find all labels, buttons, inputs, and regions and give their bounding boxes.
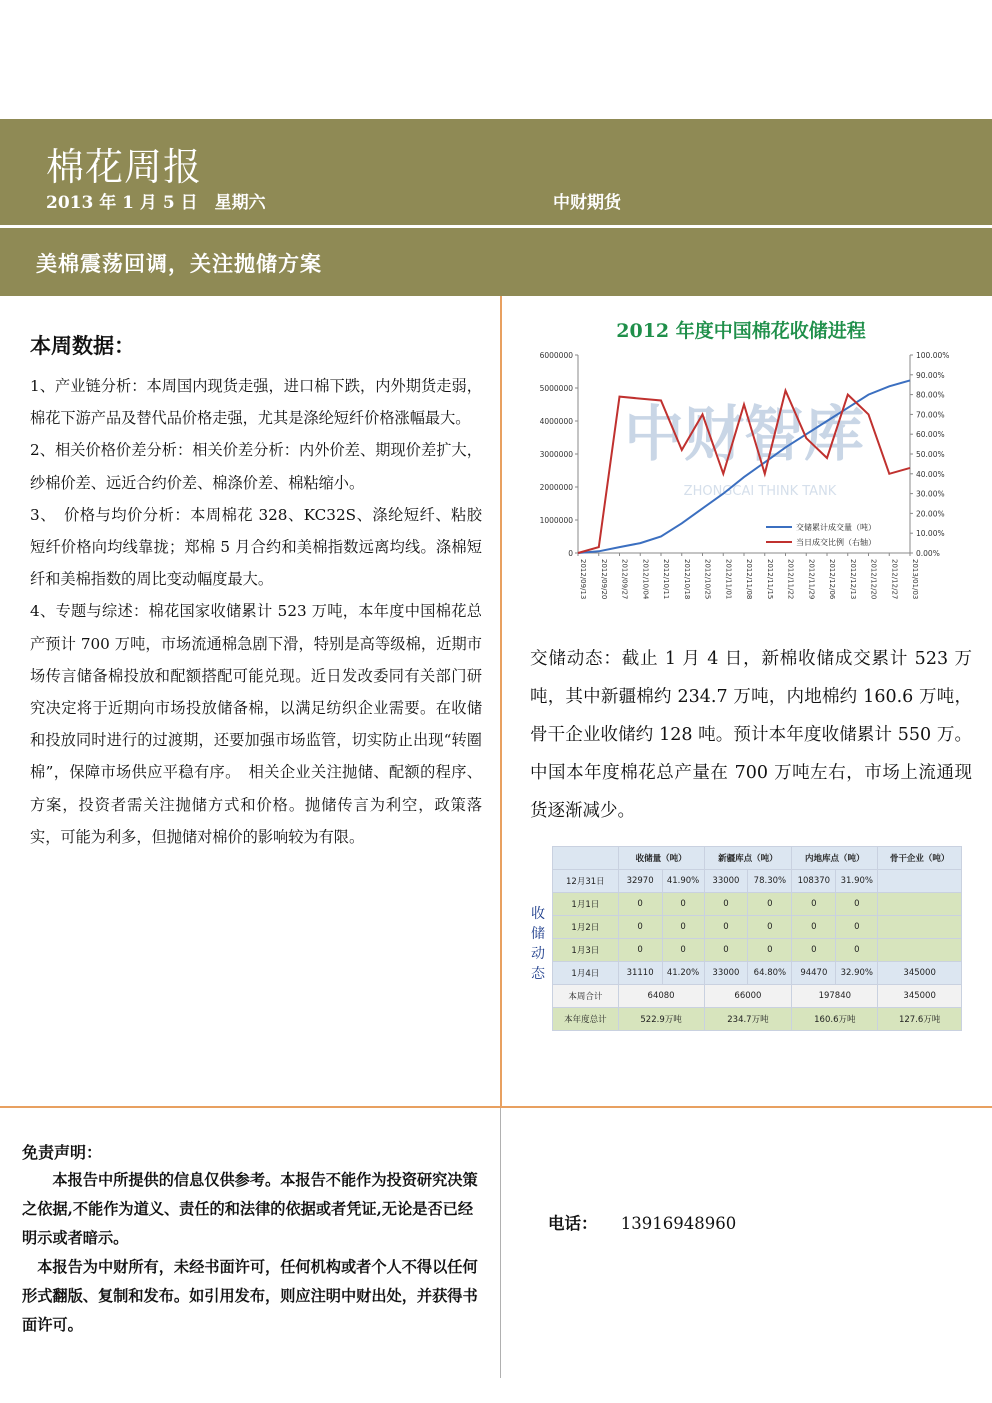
paragraph-2: 2、相关价格价差分析：相关价差分析：内外价差、期现价差扩大，纱棉价差、远近合约价差、棉涤价差、棉粘缩小。 <box>30 441 482 492</box>
y-left-tick-label: 4000000 <box>539 417 573 426</box>
table-cell: 0 <box>836 893 878 916</box>
paragraph-4: 4、专题与综述：棉花国家收储累计 523 万吨，本年度中国棉花总产预计 700 万吨，市场流通棉急剧下滑，特别是高等级棉，近期市场传言储备棉投放和配额搭配可能兑现。近日发改委同有关部门研究决定将于近期向市场投放储备棉，以满足纺织企业需要。在收储和投放同时进行的过渡期，还要加强市场监管，切实防止出现“转圈棉”，保障市场供应平稳有序。 相关企业关注抛储、配额的程序、方案，投资者需关注抛储方式和价格。抛储传言为利空，政策落实，可能为利多，但抛储对棉价的影响较为有限。 <box>30 602 482 846</box>
disclaimer-paragraph-1: 本报告中所提供的信息仅供参考。本报告不能作为投资研究决策之依据,不能作为道义、责任的和法律的依据或者凭证,无论是否已经明示或者暗示。 <box>22 1171 478 1247</box>
legend-label: 当日成交比例（右轴） <box>796 538 876 547</box>
table-cell: 0 <box>748 916 792 939</box>
y-right-tick-label: 70.00% <box>916 410 945 420</box>
y-right-tick-label: 30.00% <box>916 489 945 499</box>
side-label-char: 储 <box>531 926 545 942</box>
table-row <box>553 939 962 962</box>
table-cell: 本年度总计 <box>553 1008 619 1031</box>
storage-dynamics-text: 交储动态：截止 1 月 4 日，新棉收储成交累计 523 万吨，其中新疆棉约 234.7 万吨，内地棉约 160.6 万吨，骨干企业收储约 128 吨。预计本年度收储累计 550 万。中国本年度棉花总产量在 700 万吨左右，市场上流通现货逐渐减少。 <box>530 649 972 821</box>
table-cell: 0 <box>704 893 748 916</box>
table-cell: 345000 <box>878 985 962 1008</box>
table-header-cell: 收储量（吨） <box>618 847 704 870</box>
table-cell: 345000 <box>878 962 962 985</box>
table-header-row <box>553 847 962 870</box>
table-cell: 0 <box>748 939 792 962</box>
disclaimer-paragraph-2: 本报告为中财所有，未经书面许可，任何机构或者个人不得以任何形式翻版、复制和发布。如引用发布，则应注明中财出处，并获得书面许可。 <box>22 1258 478 1334</box>
table-header-cell: 内地库点（吨） <box>792 847 878 870</box>
legend-label: 交储累计成交量（吨） <box>796 523 876 532</box>
table-cell: 160.6万吨 <box>792 1008 878 1031</box>
table-cell: 本周合计 <box>553 985 619 1008</box>
table-header-cell: 新疆库点（吨） <box>704 847 792 870</box>
table-cell: 0 <box>792 939 836 962</box>
table-cell: 32.90% <box>836 962 878 985</box>
table-cell: 0 <box>618 893 662 916</box>
x-tick-label: 2012/09/20 <box>599 559 608 600</box>
table-cell: 0 <box>662 916 704 939</box>
disclaimer-text <box>22 1166 488 1340</box>
x-tick-label: 2012/12/06 <box>828 559 836 600</box>
table-cell: 32970 <box>618 870 662 893</box>
table-cell: 0 <box>836 939 878 962</box>
table-cell: 78.30% <box>748 870 792 893</box>
y-right-tick-label: 50.00% <box>916 450 945 459</box>
table-cell <box>878 870 962 893</box>
storage-progress-chart <box>520 345 980 625</box>
table-row <box>553 916 962 939</box>
x-tick-label: 2012/11/29 <box>807 559 816 600</box>
table-cell <box>878 893 962 916</box>
y-left-tick-label: 2000000 <box>539 483 573 492</box>
table-row <box>553 893 962 916</box>
x-tick-label: 2012/11/01 <box>724 559 733 600</box>
section-divider <box>0 1106 992 1108</box>
table-cell: 64080 <box>618 985 704 1008</box>
weekly-data-text <box>30 370 482 853</box>
table-cell: 12月31日 <box>553 870 619 893</box>
side-label-char: 动 <box>531 946 545 962</box>
table-cell: 108370 <box>792 870 836 893</box>
table-cell: 94470 <box>792 962 836 985</box>
x-tick-label: 2012/09/13 <box>579 559 587 600</box>
x-tick-label: 2012/12/20 <box>869 559 878 600</box>
paragraph-3: 3、 价格与均价分析：本周棉花 328、KC32S、涤纶短纤、粘胶短纤价格向均线靠拢；郑棉 5 月合约和美棉指数远离均线。涤棉短纤和美棉指数的周比变动幅度最大。 <box>30 505 482 589</box>
table-cell <box>878 916 962 939</box>
table-cell: 0 <box>792 916 836 939</box>
table-cell: 0 <box>662 893 704 916</box>
disclaimer-title: 免责声明： <box>22 1143 103 1162</box>
table-cell: 0 <box>748 893 792 916</box>
x-tick-label: 2012/10/04 <box>641 559 650 600</box>
column-divider <box>500 296 502 1108</box>
column-divider-lower <box>500 1108 501 1378</box>
table-cell: 197840 <box>792 985 878 1008</box>
table-cell: 66000 <box>704 985 792 1008</box>
y-right-tick-label: 0.00% <box>916 549 940 558</box>
table-cell: 0 <box>704 939 748 962</box>
x-tick-label: 2012/09/27 <box>620 559 629 600</box>
chart-watermark: 中财智库 <box>624 400 864 470</box>
contact-phone <box>548 1210 736 1234</box>
table-cell: 1月1日 <box>553 893 619 916</box>
x-tick-label: 2012/12/27 <box>890 559 899 600</box>
table-cell: 1月2日 <box>553 916 619 939</box>
x-tick-label: 2012/11/22 <box>786 559 795 600</box>
x-tick-label: 2012/10/25 <box>703 559 712 600</box>
table-cell: 522.9万吨 <box>618 1008 704 1031</box>
table-row <box>553 870 962 893</box>
paragraph-1: 1、产业链分析：本周国内现货走强，进口棉下跌，内外期货走弱，棉花下游产品及替代品价格走强，尤其是涤纶短纤价格涨幅最大。 <box>30 377 482 428</box>
table-cell: 1月3日 <box>553 939 619 962</box>
table-cell: 0 <box>618 939 662 962</box>
table-cell: 1月4日 <box>553 962 619 985</box>
x-tick-label: 2012/10/11 <box>662 559 670 600</box>
y-left-tick-label: 1000000 <box>539 516 573 525</box>
y-right-tick-label: 20.00% <box>916 509 945 519</box>
y-left-tick-label: 5000000 <box>539 384 573 393</box>
y-right-tick-label: 10.00% <box>916 529 945 539</box>
y-left-tick-label: 3000000 <box>539 450 573 459</box>
table-row <box>553 962 962 985</box>
side-label-char: 态 <box>531 966 545 982</box>
table-cell: 41.20% <box>662 962 704 985</box>
table-cell: 234.7万吨 <box>704 1008 792 1031</box>
table-cell: 0 <box>662 939 704 962</box>
chart-watermark-sub: ZHONGCAI THINK TANK <box>683 484 837 499</box>
table-cell: 64.80% <box>748 962 792 985</box>
section-title: 本周数据： <box>30 334 135 358</box>
table-cell: 41.90% <box>662 870 704 893</box>
x-tick-label: 2012/11/08 <box>745 559 753 600</box>
y-right-tick-label: 80.00% <box>916 390 945 400</box>
report-subtitle: 美棉震荡回调，关注抛储方案 <box>36 251 322 276</box>
table-row-year-total <box>553 1008 962 1031</box>
phone-label: 电话： <box>548 1214 598 1233</box>
x-tick-label: 2012/12/13 <box>848 559 857 600</box>
chart-title: 2012 年度中国棉花收储进程 <box>616 320 866 342</box>
y-right-tick-label: 90.00% <box>916 370 945 380</box>
table-cell <box>878 939 962 962</box>
x-tick-label: 2012/10/18 <box>682 559 691 600</box>
x-tick-label: 2012/11/15 <box>765 559 774 600</box>
storage-table <box>552 846 962 1031</box>
table-cell: 33000 <box>704 962 748 985</box>
table-row-week-total <box>553 985 962 1008</box>
y-left-tick-label: 6000000 <box>539 351 573 360</box>
y-left-tick-label: 0 <box>568 549 573 558</box>
y-right-tick-label: 100.00% <box>916 351 950 360</box>
y-right-tick-label: 60.00% <box>916 430 945 440</box>
storage-side-label <box>528 904 548 984</box>
table-cell: 0 <box>836 916 878 939</box>
table-cell: 31.90% <box>836 870 878 893</box>
table-cell: 31110 <box>618 962 662 985</box>
table-cell: 33000 <box>704 870 748 893</box>
report-title: 棉花周报 <box>46 145 203 189</box>
phone-number: 13916948960 <box>620 1214 737 1233</box>
brand-name: 中财期货 <box>553 193 621 213</box>
table-cell: 0 <box>704 916 748 939</box>
report-date: 2013 年 1 月 5 日 星期六 <box>46 193 266 213</box>
side-label-char: 收 <box>531 906 545 922</box>
table-header-cell <box>553 847 619 870</box>
table-cell: 127.6万吨 <box>878 1008 962 1031</box>
x-tick-label: 2013/01/03 <box>911 559 919 600</box>
table-cell: 0 <box>618 916 662 939</box>
table-cell: 0 <box>792 893 836 916</box>
y-right-tick-label: 40.00% <box>916 469 945 479</box>
table-header-cell: 骨干企业（吨） <box>878 847 962 870</box>
